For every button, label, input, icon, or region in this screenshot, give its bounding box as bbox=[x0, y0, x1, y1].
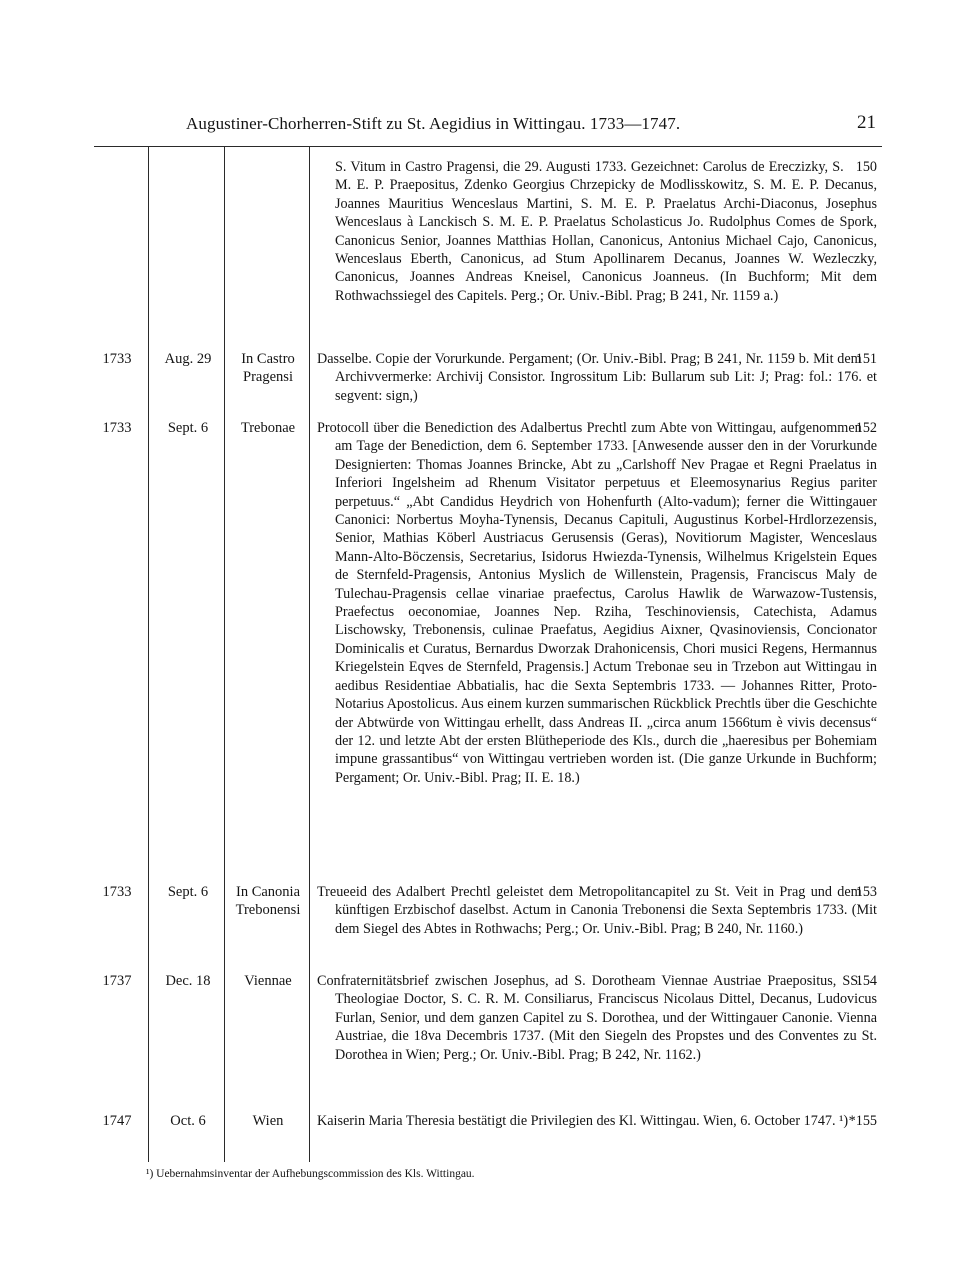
entry-date: Oct. 6 bbox=[170, 1113, 206, 1129]
entry-date: Dec. 18 bbox=[165, 973, 211, 989]
entry-place: Wien bbox=[252, 1113, 284, 1129]
entry-text-block bbox=[317, 883, 877, 938]
running-title: Augustiner-Chorherren-Stift zu St. Aegidius in Wittingau. 1733—1747. bbox=[186, 114, 681, 133]
entry-number: 154 bbox=[855, 973, 877, 989]
page-number: 21 bbox=[857, 112, 876, 133]
entry-number: 152 bbox=[855, 420, 877, 436]
entry-year: 1733 bbox=[102, 351, 132, 367]
entry-number: 151 bbox=[855, 351, 877, 367]
entry-year: 1737 bbox=[102, 973, 132, 989]
footnote: ¹) Uebernahmsinventar der Aufhebungscommission des Kls. Wittingau. bbox=[146, 1168, 475, 1180]
entry-place: Trebonae bbox=[240, 420, 296, 436]
entry-text-block bbox=[317, 158, 877, 305]
entry-date: Aug. 29 bbox=[164, 351, 212, 367]
running-head bbox=[186, 114, 876, 140]
entry-year: 1733 bbox=[102, 420, 132, 436]
entry-number: *155 bbox=[848, 1113, 877, 1129]
entry-text: Confraternitätsbrief zwischen Josephus, ad S. Dorotheam Viennae Austriae Praepositus, SS. Theologiae Doctor, S. C. R. M. Consiliarus, Franciscus Nicolaus Dittel, Decanus, Ludovicus Furlan, Senior, und dem ganzen Capitel zu S. Dorothea, und der Wittingauer Canonie. Vienna Austriae, die 18va Decembris 1737. (Mit den Siegeln des Propstes und des Conventes zu St. Dorothea in Wien; Perg.; Or. Univ.-Bibl. Prag; B 242, Nr. 1162.) bbox=[317, 973, 877, 1063]
entry-text: Dasselbe. Copie der Vorurkunde. Pergament; (Or. Univ.-Bibl. Prag; B 241, Nr. 1159 b. Mit dem Archivvermerke: Archivij Consistor. Ingrossitum Lib: Bullarum sub Lit: J; Prag: fol.: 176. et segvent: sign,) bbox=[317, 351, 877, 404]
column-divider-date bbox=[224, 147, 225, 1162]
entry-text: Protocoll über die Benediction des Adalbertus Prechtl zum Abte von Wittingau, aufgenommen am Tage der Benediction, dem 6. September 1733. [Anwesende ausser den in der Vorurkunde Designierten: Thomas Joannes Brincke, Abt zu „Carlshoff Nev Pragae et Regni Praelatus in Inferiori Ingelsheim ad Rhenum Visitator perpetuus et Eleemosynarius Regius pariter perpetuus.“ „Abt Candidus Heydrich von Hohenfurth (Alto-vadum); ferner die Wittingauer Canonici: Norbertus Moyha-Tynensis, Decanus Capituli, Augustinus Korbel-Hrdlorzezensis, Senior, Mathias Köberl Austriacus Gerusensis (Geras), Novitiorum Magister, Wenceslaus Mann-Alto-Böczensis, Secretarius, Isidorus Hwiezda-Tynensis, Wilhelmus Krigelstein Eques de Sternfeld-Pragensis, Antonius Myslich de Willenstein, Pragensis, Franciscus Maly de Tulechau-Pragensis cellae vinariae praefectus, Carolus Hawlik de Warwazow-Tustensis, Praefectus oeconomiae, Joannes Nep. Rziha, Teschinoviensis, Catechista, Adamus Lischowsky, Trebonensis, culinae Praefatus, Aegidius Aixner, Qvasinoviensis, Concionator Dominicalis et Curatus, Bernardus Dworzak Drahonicensis, Chori musici Regens, Hermannus Kriegelstein Eqves de Sternfeld, Pragensis.] Actum Trebonae seu in Trzebon aut Wittingau in aedibus Residentiae Abbatialis, hac die Sexta Septembris 1733. — Johannes Ritter, Proto-Notarius Apostolicus. Aus einem kurzen summarischen Rückblick Prechtls über die Geschichte der Abtwürde von Wittingau erhellt, dass Andreas II. „circa anum 1566tum è vivis decensus“ der 12. und letzte Abt der ersten Blütheperiode des Kls., durch die „haeresibus per Bohemiam impune grassantibus“ von Wittingau vertrieben worden ist. (Die ganze Urkunde in Buchform; Pergament; Or. Univ.-Bibl. Prag; II. E. 18.) bbox=[317, 420, 877, 786]
entry-text-block bbox=[317, 350, 877, 405]
entry-text-block bbox=[317, 419, 877, 787]
entry-date: Sept. 6 bbox=[167, 884, 209, 900]
entry-text: S. Vitum in Castro Pragensi, die 29. Augusti 1733. Gezeichnet: Carolus de Ereczizky, S. M. E. P. Praepositus, Zdenko Georgius Chrzepicky de Modlisskowitz, S. M. E. P. Decanus, Joannes Mauritius Wenceslaus Martini, S. M. E. P. Praelatus Archi-Diaconus, Josephus Wenceslaus à Lanckisch S. M. E. P. Praelatus Scholasticus Jo. Rudolphus Comes de Spork, Canonicus Senior, Joannes Matthias Hollan, Canonicus, Antonius Michael Cajo, Canonicus, Wenceslaus Eberth, Canonicus, ad Stum Apollinarem Decanus, Joannes W. Wezleczky, Canonicus, Joannes Andreas Kneisel, Canonicus Joanneus. (In Buchform; Mit dem Rothwachssiegel des Capitels. Perg.; Or. Univ.-Bibl. Prag; B 241, Nr. 1159 a.) bbox=[335, 159, 877, 304]
column-divider-place bbox=[309, 147, 310, 1162]
entry-text-block bbox=[317, 972, 877, 1064]
entry-year: 1747 bbox=[102, 1113, 132, 1129]
entry-text: Treueeid des Adalbert Prechtl geleistet dem Metropolitancapitel zu St. Veit in Prag und dem künftigen Erzbischof daselbst. Actum in Canonia Trebonensi die Sexta Septembris 1733. (Mit dem Siegel des Abtes in Rothwachs; Perg.; Or. Univ.-Bibl. Prag; B 240, Nr. 1160.) bbox=[317, 884, 877, 937]
entry-number: 150 bbox=[855, 159, 877, 175]
column-divider-year bbox=[148, 147, 149, 1162]
table-top-rule bbox=[94, 146, 882, 147]
entry-text: Kaiserin Maria Theresia bestätigt die Privilegien des Kl. Wittingau. Wien, 6. October 1747. ¹) bbox=[317, 1113, 849, 1129]
entry-text-block bbox=[317, 1112, 877, 1130]
entry-place: In Castro Pragensi bbox=[241, 351, 295, 386]
entry-date: Sept. 6 bbox=[167, 420, 209, 436]
entry-place: In Canonia Trebonensi bbox=[235, 884, 301, 919]
entry-number: 153 bbox=[855, 884, 877, 900]
entry-year: 1733 bbox=[102, 884, 132, 900]
entry-place: Viennae bbox=[244, 973, 292, 989]
